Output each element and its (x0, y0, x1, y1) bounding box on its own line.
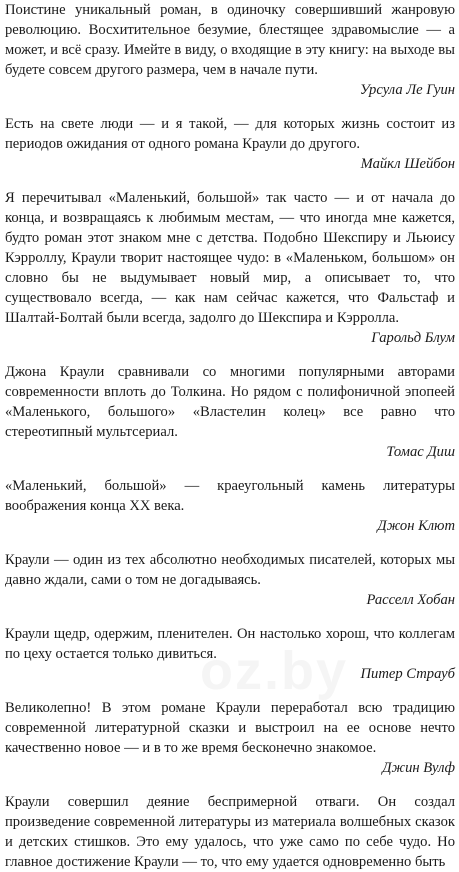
watermark: oz.by (200, 641, 349, 701)
blurb (5, 476, 455, 536)
quote-author: Джин Вулф (382, 760, 455, 776)
blurb (5, 114, 455, 174)
quote-text: «Маленький, большой» — краеугольный камень литературы воображения конца XX века. (5, 478, 455, 514)
quote-author: Расселл Хобан (366, 592, 455, 608)
quote-text: Краули щедр, одержим, пленителен. Он настолько хорош, что коллегам по цеху остается только дивиться. (5, 626, 455, 662)
quote-text: Есть на свете люди — и я такой, — для которых жизнь состоит из периодов ожидания от одного романа Краули до другого. (5, 116, 455, 152)
quote-text: Великолепно! В этом романе Краули переработал всю традицию современной литературной сказки и выстроил на ее основе нечто качественно новое — и в то же время бесконечно знакомое. (5, 700, 455, 756)
blurb (5, 792, 455, 872)
quote-text: Джона Краули сравнивали со многими популярными авторами современности вплоть до Толкина. Но рядом с полифоничной эпопеей «Маленького, большого» «Властелин колец» все равно что стереотипный мультсериал. (5, 364, 455, 440)
quote-text: Я перечитывал «Маленький, большой» так часто — и от начала до конца, и возвращаясь к любимым местам, — что иногда мне кажется, будто роман этот знаком мне с детства. Подобно Шекспиру и Льюису Кэрроллу, Краули творит настоящее чудо: в «Маленьком, большом» он словно бы не выдумывает новый мир, а описывает то, что существовало всегда, — как нам сейчас кажется, что Фальстаф и Шалтай-Болтай были всегда, задолго до Шекспира и Кэрролла. (5, 190, 455, 326)
blurb (5, 362, 455, 462)
blurb (5, 698, 455, 778)
quote-author: Гарольд Блум (371, 330, 455, 346)
quote-author: Питер Страуб (360, 666, 455, 682)
blurb (5, 0, 455, 100)
quote-text: Краули — один из тех абсолютно необходимых писателей, которых мы давно ждали, сами о том не догадываясь. (5, 552, 455, 588)
blurb (5, 550, 455, 610)
quote-author: Майкл Шейбон (360, 156, 455, 172)
page-text (5, 0, 455, 872)
quote-text: Краули совершил деяние беспримерной отваги. Он создал произведение современной литературы из материала волшебных сказок и детских стишков. Это ему удалось, что уже само по себе чудо. Но главное достижение Краули — то, что ему удается одновременно быть (5, 794, 455, 870)
quote-author: Джон Клют (377, 518, 455, 534)
blurb (5, 188, 455, 348)
quote-author: Томас Диш (386, 444, 455, 460)
quote-text: Поистине уникальный роман, в одиночку совершивший жанровую революцию. Восхитительное безумие, блестящее здравомыслие — а может, и всё сразу. Имейте в виду, о входящие в эту книгу: на выходе вы будете совсем другого размера, чем в начале пути. (5, 2, 455, 78)
quote-author: Урсула Ле Гуин (359, 82, 455, 98)
blurb (5, 624, 455, 684)
